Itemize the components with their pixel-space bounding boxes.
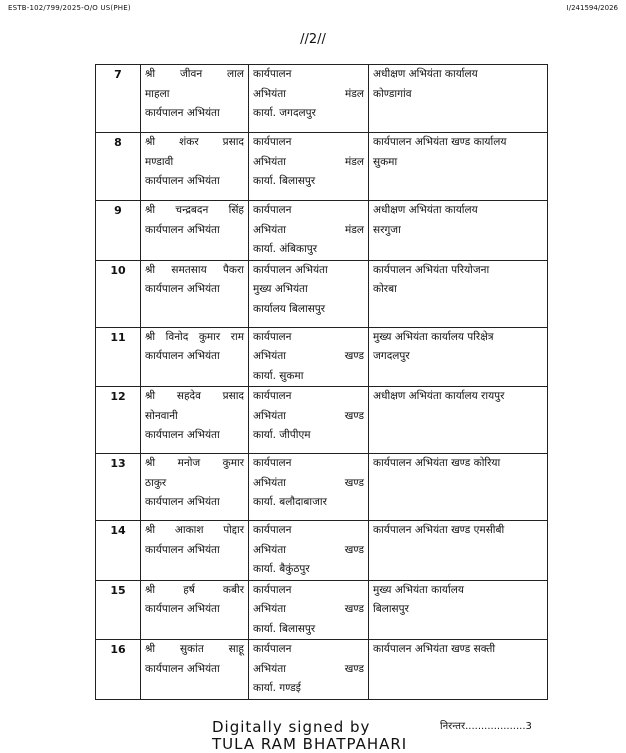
officer-name-line: श्री सहदेव प्रसाद — [145, 390, 244, 402]
current-posting-line: मुख्य अभियंता — [253, 283, 308, 295]
signature-line-1: Digitally signed by — [212, 718, 371, 736]
officer-name-line: श्री शंकर प्रसाद — [145, 136, 244, 148]
current-posting-line: कार्यपालन — [253, 457, 292, 469]
new-posting — [369, 454, 548, 521]
current-posting-line: अभियंता खण्ड — [253, 603, 364, 615]
new-posting-line: कोण्डागांव — [373, 87, 412, 100]
officer-name-line: माहला — [145, 87, 170, 100]
current-posting-line: कार्या. बैकुंठपुर — [253, 563, 310, 575]
new-posting — [369, 327, 548, 387]
current-posting-line: अभियंता मंडल — [253, 155, 364, 168]
new-posting-line: कार्यपालन अभियंता खण्ड सक्ती — [373, 643, 496, 655]
digital-signature — [212, 719, 407, 753]
current-posting-line: अभियंता मंडल — [253, 223, 364, 236]
current-posting-line: कार्यपालन — [253, 583, 292, 596]
serial-number: 12 — [96, 387, 141, 454]
table-row — [96, 580, 548, 640]
current-posting-line: कार्यपालन — [253, 643, 292, 655]
transfer-table — [95, 64, 548, 700]
officer-name-line: ठाकुर — [145, 476, 167, 489]
current-posting-line: कार्यपालन — [253, 204, 292, 216]
new-posting-line: अधीक्षण अभियंता कार्यालय — [373, 68, 478, 80]
new-posting — [369, 133, 548, 201]
current-posting — [249, 640, 369, 700]
serial-number: 11 — [96, 327, 141, 387]
new-posting-line: कार्यपालन अभियंता खण्ड एमसीबी — [373, 524, 505, 536]
new-posting — [369, 580, 548, 640]
current-posting-line: कार्या. बिलासपुर — [253, 175, 316, 187]
new-posting-line: कोरबा — [373, 283, 397, 295]
officer-name — [141, 201, 249, 261]
serial-number: 8 — [96, 133, 141, 201]
new-posting-line: सरगुजा — [373, 223, 401, 236]
current-posting — [249, 327, 369, 387]
table-row — [96, 65, 548, 133]
current-posting-line: अभियंता खण्ड — [253, 350, 364, 362]
officer-name — [141, 580, 249, 640]
officer-name-line: श्री विनोद कुमार राम — [145, 330, 244, 343]
officer-name-line: श्री मनोज कुमार — [145, 457, 244, 469]
current-posting-line: कार्या. अंबिकापुर — [253, 243, 318, 255]
document-id: I/241594/2026 — [566, 4, 618, 12]
current-posting-line: कार्यपालन — [253, 136, 292, 148]
officer-name-line: कार्यपालन अभियंता — [145, 429, 220, 441]
current-posting-line: अभियंता खण्ड — [253, 409, 364, 422]
table-row — [96, 133, 548, 201]
officer-name-line: श्री आकाश पोद्दार — [145, 524, 244, 536]
officer-name-line: कार्यपालन अभियंता — [145, 175, 220, 187]
serial-number: 15 — [96, 580, 141, 640]
current-posting-line: कार्यपालन — [253, 68, 292, 80]
officer-name-line: सोनवानी — [145, 409, 178, 422]
new-posting — [369, 387, 548, 454]
current-posting-line: कार्यपालन अभियंता — [253, 263, 328, 276]
new-posting — [369, 65, 548, 133]
table-row — [96, 201, 548, 261]
officer-name-line: श्री सुकांत साहू — [145, 643, 244, 655]
officer-name-line: मण्डावी — [145, 155, 174, 168]
current-posting-line: कार्यपालन — [253, 390, 292, 402]
officer-name-line: कार्यपालन अभियंता — [145, 496, 220, 508]
signature-line-2: TULA RAM BHATPAHARI — [212, 735, 408, 753]
page-number: //2// — [300, 32, 326, 47]
officer-name-line: श्री चन्द्रबदन सिंह — [145, 204, 244, 216]
table-row — [96, 640, 548, 700]
file-reference: ESTB-102/799/2025-O/O US(PHE) — [8, 4, 131, 12]
serial-number: 9 — [96, 201, 141, 261]
officer-name — [141, 521, 249, 581]
new-posting — [369, 640, 548, 700]
current-posting — [249, 65, 369, 133]
table-row — [96, 327, 548, 387]
table-row — [96, 260, 548, 327]
officer-name-line: कार्यपालन अभियंता — [145, 350, 220, 362]
officer-name-line: कार्यपालन अभियंता — [145, 223, 220, 236]
officer-name — [141, 260, 249, 327]
current-posting-line: कार्या. जगदलपुर — [253, 107, 316, 119]
new-posting — [369, 260, 548, 327]
officer-name-line: श्री हर्ष कबीर — [145, 583, 244, 596]
officer-name-line: कार्यपालन अभियंता — [145, 283, 220, 295]
officer-name — [141, 65, 249, 133]
new-posting-line: बिलासपुर — [373, 603, 409, 615]
new-posting-line: कार्यपालन अभियंता खण्ड कोरिया — [373, 457, 501, 469]
serial-number: 10 — [96, 260, 141, 327]
officer-name — [141, 133, 249, 201]
current-posting-line: कार्या. बिलासपुर — [253, 622, 316, 635]
serial-number: 13 — [96, 454, 141, 521]
officer-name — [141, 387, 249, 454]
officer-name-line: कार्यपालन अभियंता — [145, 603, 220, 615]
current-posting — [249, 454, 369, 521]
current-posting-line: कार्या. जीपीएम — [253, 429, 311, 441]
table-row — [96, 521, 548, 581]
officer-name-line: कार्यपालन अभियंता — [145, 107, 220, 119]
serial-number: 16 — [96, 640, 141, 700]
officer-name — [141, 640, 249, 700]
current-posting — [249, 387, 369, 454]
new-posting-line: मुख्य अभियंता कार्यालय परिक्षेत्र — [373, 330, 494, 343]
new-posting-line: अधीक्षण अभियंता कार्यालय रायपुर — [373, 390, 505, 402]
current-posting-line: अभियंता खण्ड — [253, 476, 364, 489]
current-posting-line: अभियंता खण्ड — [253, 662, 364, 675]
new-posting-line: जगदलपुर — [373, 350, 410, 362]
officer-name-line: श्री जीवन लाल — [145, 68, 244, 80]
table-row — [96, 387, 548, 454]
officer-name-line: कार्यपालन अभियंता — [145, 543, 220, 556]
current-posting-line: अभियंता खण्ड — [253, 543, 364, 556]
new-posting-line: कार्यपालन अभियंता परियोजना — [373, 263, 490, 276]
current-posting — [249, 580, 369, 640]
new-posting-line: अधीक्षण अभियंता कार्यालय — [373, 204, 478, 216]
current-posting-line: कार्या. गण्डई — [253, 682, 301, 694]
new-posting-line: कार्यपालन अभियंता खण्ड कार्यालय — [373, 136, 507, 148]
current-posting-line: अभियंता मंडल — [253, 87, 364, 100]
new-posting-line: सुकमा — [373, 155, 398, 168]
officer-name — [141, 327, 249, 387]
current-posting-line: कार्यपालन — [253, 330, 292, 343]
current-posting-line: कार्या. सुकमा — [253, 369, 304, 382]
current-posting — [249, 260, 369, 327]
current-posting-line: कार्यपालन — [253, 524, 292, 536]
new-posting — [369, 201, 548, 261]
serial-number: 14 — [96, 521, 141, 581]
serial-number: 7 — [96, 65, 141, 133]
table-row — [96, 454, 548, 521]
new-posting-line: मुख्य अभियंता कार्यालय — [373, 583, 464, 596]
officer-name — [141, 454, 249, 521]
current-posting — [249, 133, 369, 201]
current-posting — [249, 201, 369, 261]
current-posting-line: कार्या. बलौदाबाजार — [253, 496, 327, 508]
continued-marker: निरन्तर...................3 — [440, 721, 532, 732]
officer-name-line: कार्यपालन अभियंता — [145, 662, 220, 675]
current-posting-line: कार्यालय बिलासपुर — [253, 302, 326, 315]
officer-name-line: श्री समतसाय पैकरा — [145, 263, 244, 276]
current-posting — [249, 521, 369, 581]
new-posting — [369, 521, 548, 581]
